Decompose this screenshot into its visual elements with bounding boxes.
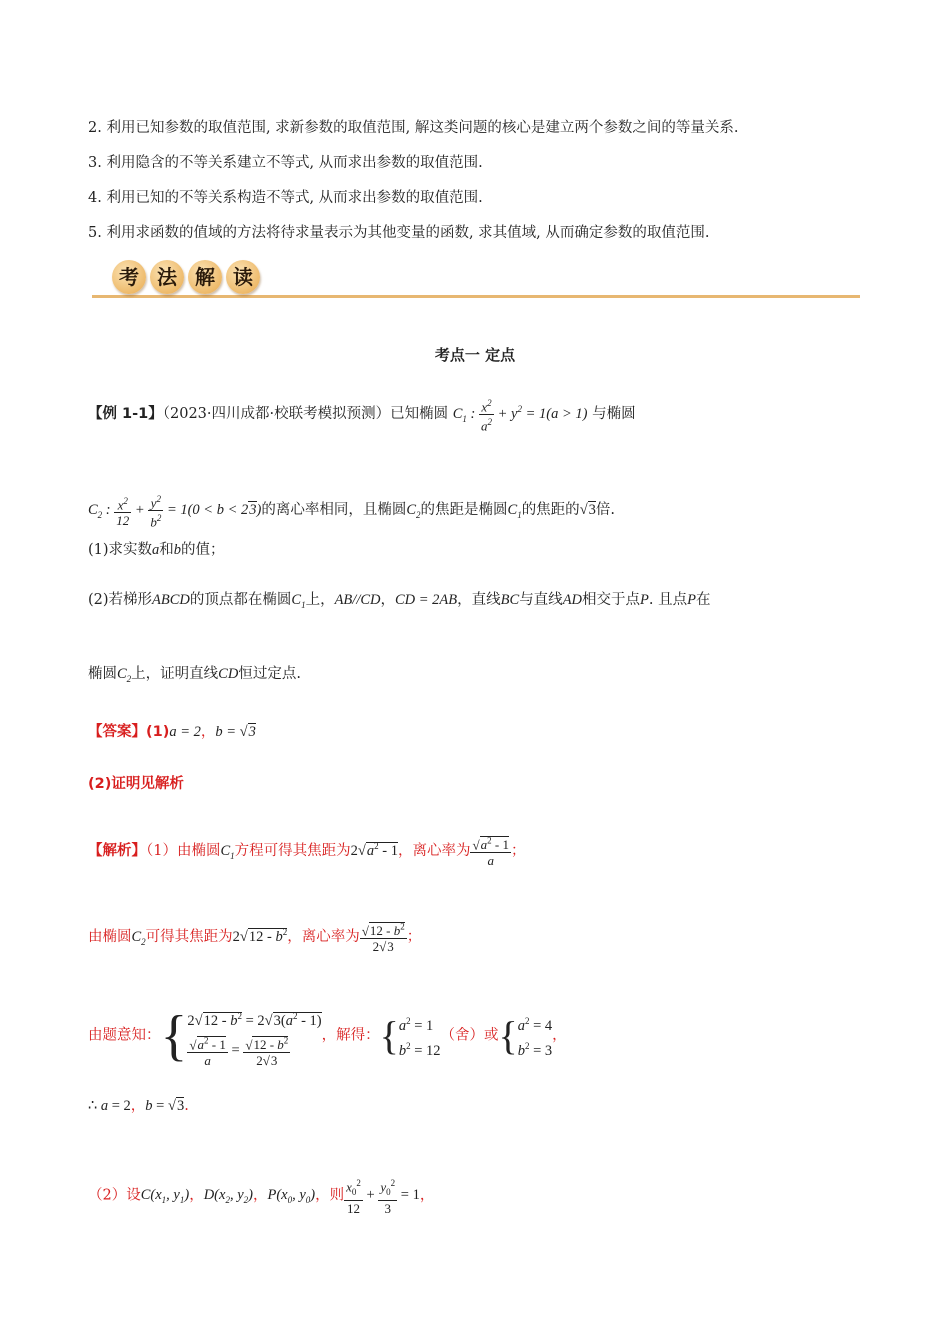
trapezoid-abcd: ABCD — [152, 592, 190, 608]
s4-end: . — [184, 1098, 189, 1114]
solution-line-4 — [88, 1096, 189, 1116]
c2-symbol: $C_2$ — [406, 502, 421, 521]
s1-focal: $2√a^2 - 1$ — [350, 841, 398, 860]
point-p-2: P — [687, 592, 696, 608]
q1-and: 和 — [159, 542, 174, 558]
s2-end: ； — [406, 929, 422, 946]
solution-tag: 【解析】 — [88, 843, 146, 860]
banner-char-2: 法 — [150, 260, 184, 294]
point-p-coords: $P(x_0$, $y_0$) — [267, 1187, 316, 1206]
banner-char-1: 考 — [112, 260, 146, 294]
line-bc: BC — [500, 592, 520, 608]
var-a: a — [152, 542, 160, 558]
s1-b: 方程可得其焦距为 — [234, 843, 351, 860]
q2l2-a: 椭圆 — [88, 666, 117, 682]
q1-suffix: 的值； — [181, 542, 225, 558]
s2-b: 可得其焦距为 — [145, 929, 233, 946]
q2-prefix: (2)若梯形 — [88, 592, 153, 608]
answer-sep: ， — [200, 724, 216, 740]
s4-sep: ， — [130, 1098, 146, 1114]
answer-a-value: a = 2 — [169, 724, 201, 740]
s2-focal: $2√12 - b^2$ — [232, 927, 288, 946]
solution-rejected: { $a^2 = 1$ $b^2 = 12$ — [379, 1012, 441, 1059]
cd-equals-2ab: CD = 2AB — [395, 592, 458, 608]
example-source: （2023·四川成都·校联考模拟预测）已知椭圆 — [162, 406, 449, 423]
s5-sep-2: ， — [252, 1187, 268, 1204]
example-tag: 【例 1-1】 — [88, 406, 163, 423]
q1-prefix: (1)求实数 — [88, 542, 153, 558]
var-b: b — [173, 542, 182, 558]
answer-b-value: b = √3 — [215, 724, 256, 740]
point-d-coords: $D(x_2$, $y_2$) — [203, 1187, 253, 1206]
line-ad: AD — [562, 592, 583, 608]
system-equations: { $2√12 - b^2 = 2√3(a^2 - 1)$ $\frac{√a^2 - 1}{a}$ = $\frac{√12 - b^2}{2√3}$ — [160, 1004, 322, 1069]
p-on-ellipse: $\frac{x_0^2}{12}$ + $\frac{y_0^2}{3}$ = 1 — [346, 1178, 420, 1216]
sqrt3-symbol: √3 — [579, 502, 596, 519]
q2-c: ，直线 — [457, 592, 501, 608]
c1-symbol: $C_1$ — [507, 502, 522, 521]
section-banner — [92, 258, 860, 302]
line2-d: 倍. — [595, 502, 616, 519]
solution-line-2 — [88, 920, 421, 954]
q2-b: 上， — [305, 592, 335, 608]
example-with: 与椭圆 — [592, 406, 636, 423]
intro-item-5: 5. 利用求函数的值域的方法将待求量表示为其他变量的函数, 求其值域, 从而确定参数的取值范围. — [88, 225, 710, 241]
line2-b: 的焦距是椭圆 — [420, 502, 508, 519]
line-cd: CD — [218, 666, 239, 682]
s3-b: ，解得： — [321, 1027, 380, 1044]
s5-a: （2）设 — [88, 1187, 141, 1204]
intro-item-3: 3. 利用隐含的不等关系建立不等式, 从而求出参数的取值范围. — [88, 155, 483, 171]
c1-ref: $C_1$ — [291, 592, 306, 610]
s5-then: ，则 — [315, 1187, 345, 1204]
question-2 — [88, 590, 710, 615]
q2-f: . 且点 — [648, 592, 688, 608]
s1-eccentricity: $\frac{√a^2 - 1}{a}$ — [472, 836, 509, 869]
ellipse-c1-equation: $C_1$ : $\frac{x^2}{a^2}$ + $y^2 = 1(a > 1)$ — [452, 398, 588, 434]
intro-item-2: 2. 利用已知参数的取值范围, 求新参数的取值范围, 解这类问题的核心是建立两个参数之间的等量关系. — [88, 120, 739, 136]
answer-p1: (1) — [146, 724, 170, 740]
ellipse-c2-equation: $C_2$ : $\frac{x^2}{12}$ + $\frac{y^2}{b^2}$ = 1(0 < b < 23) — [88, 494, 262, 530]
banner-char-4: 读 — [226, 260, 260, 294]
s1-c: ，离心率为 — [397, 843, 471, 860]
answer-line-2: (2)证明见解析 — [88, 776, 184, 792]
intro-item-4: 4. 利用已知的不等关系构造不等式, 从而求出参数的取值范围. — [88, 190, 483, 206]
example-line-1 — [88, 396, 636, 434]
line2-c: 的焦距的 — [521, 502, 580, 519]
q2-e: 相交于点 — [582, 592, 641, 608]
s3-end: ， — [552, 1027, 567, 1044]
s5-end: ， — [419, 1187, 435, 1204]
ab-parallel-cd: AB//CD — [334, 592, 381, 608]
therefore-a: ∴ a = 2 — [88, 1098, 131, 1114]
s3-c: （舍）或 — [440, 1027, 499, 1044]
point-c-coords: $C(x_1$, $y_1$) — [140, 1187, 190, 1206]
section-title: 考点一 定点 — [434, 346, 516, 364]
q2-g: 在 — [695, 592, 711, 608]
c2-ref: $C_2$ — [117, 666, 132, 684]
s2-a: 由椭圆 — [88, 929, 132, 946]
s2-eccentricity: $\frac{√12 - b^2}{2√3}$ — [361, 922, 405, 955]
q2-a: 的顶点都在椭圆 — [189, 592, 292, 608]
s1-c1: $C_1$ — [220, 843, 235, 862]
solution-line-1 — [88, 834, 525, 868]
question-2-line-2 — [88, 664, 301, 689]
answer-tag: 【答案】 — [88, 724, 146, 740]
solution-line-3 — [88, 1003, 567, 1068]
s5-sep-1: ， — [189, 1187, 204, 1204]
solution-accepted: { $a^2 = 4$ $b^2 = 3$ — [498, 1012, 553, 1059]
line2-a: 的离心率相同，且椭圆 — [261, 502, 407, 519]
question-1 — [88, 540, 225, 560]
banner-rule — [92, 295, 860, 298]
s3-a: 由题意知： — [88, 1027, 161, 1044]
point-p: P — [640, 592, 649, 608]
q2l2-b: 上，证明直线 — [131, 666, 219, 682]
solution-line-5 — [88, 1176, 434, 1216]
s1-a: （1）由椭圆 — [146, 843, 221, 860]
q2-d: 与直线 — [519, 592, 563, 608]
s2-c2: $C_2$ — [131, 929, 146, 948]
q2-comma: ， — [380, 592, 395, 608]
therefore-b: b = √3 — [145, 1098, 185, 1114]
s1-end: ； — [510, 843, 526, 860]
banner-char-3: 解 — [188, 260, 222, 294]
s2-c: ，离心率为 — [287, 929, 360, 946]
example-line-2 — [88, 492, 615, 530]
answer-line-1 — [88, 722, 256, 742]
q2l2-c: 恒过定点. — [238, 666, 301, 682]
